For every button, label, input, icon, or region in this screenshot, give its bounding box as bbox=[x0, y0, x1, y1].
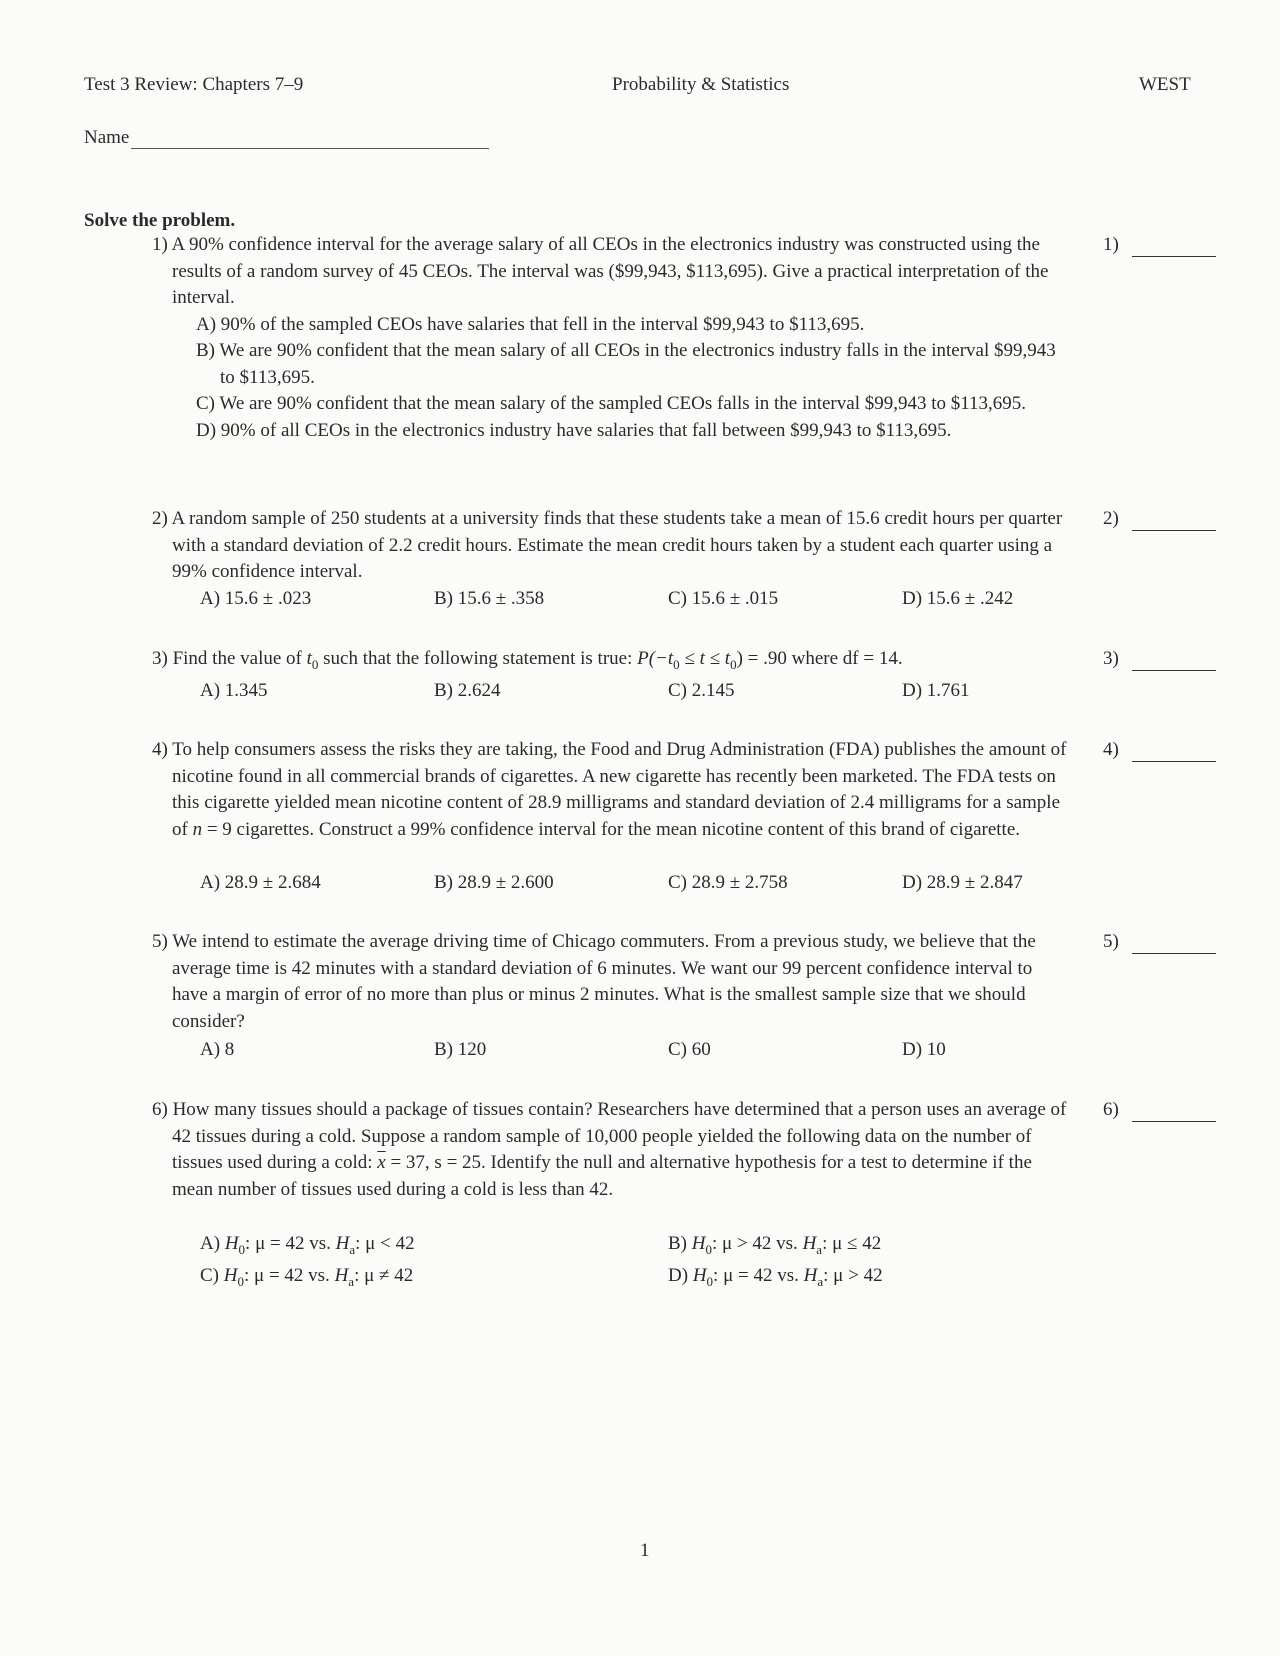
answer-blank-1[interactable] bbox=[1132, 256, 1216, 257]
t0-variable: t bbox=[306, 648, 312, 669]
option-b bbox=[668, 1233, 881, 1258]
h0-subscript: 0 bbox=[238, 1241, 246, 1257]
question-text: A random sample of 250 students at a university finds that these students take a mean of 15.6 credit hours per quarter with a standard deviation of 2.2 credit hours. Estimate the mean credit hours taken by a student each quarter using a 99% confidence interval. bbox=[171, 508, 1063, 582]
h0-subscript: 0 bbox=[237, 1273, 244, 1289]
question-number: 6) bbox=[152, 1099, 168, 1120]
answer-number-5: 5) bbox=[1103, 931, 1119, 952]
answer-number-1: 1) bbox=[1103, 234, 1119, 255]
question-text: To help consumers assess the risks they are taking, the Food and Drug Administration (FDA) publishes the amount of nicotine found in all commercial brands of cigarettes. A new cigarette has recently been marketed. The FDA tests on this cigarette yielded mean nicotine content of 28.9 milligrams and standard deviation of 2.4 milligrams for a sample of bbox=[172, 739, 1067, 840]
question-text: such that the following statement is true: bbox=[318, 648, 638, 669]
question-text: We intend to estimate the average driving time of Chicago commuters. From a previous study, we believe that the average time is 42 minutes with a standard deviation of 6 minutes. We want our 99 percent confidence interval to have a margin of error of no more than plus or minus 2 minutes. What is the smallest sample size that we should consider? bbox=[172, 931, 1036, 1032]
h0-subscript: 0 bbox=[705, 1241, 712, 1257]
question-number: 5) bbox=[152, 931, 168, 952]
option-a bbox=[200, 1233, 415, 1258]
option-a: A) 15.6 ± .023 bbox=[200, 588, 312, 609]
option-label: C) bbox=[200, 1265, 219, 1286]
option-a: A) 8 bbox=[200, 1039, 235, 1060]
question-text: Find the value of bbox=[172, 648, 307, 669]
option-d: D) 10 bbox=[902, 1039, 946, 1060]
ha-symbol: H bbox=[803, 1265, 818, 1286]
option-a: A) 90% of the sampled CEOs have salaries that fell in the interval $99,943 to $113,695. bbox=[196, 313, 865, 335]
option-a: A) 28.9 ± 2.684 bbox=[200, 872, 321, 893]
header-right: WEST bbox=[1139, 74, 1191, 95]
question-4 bbox=[152, 737, 1072, 843]
option-label: D) bbox=[668, 1265, 689, 1286]
answer-blank-3[interactable] bbox=[1132, 670, 1216, 671]
option-b: B) 2.624 bbox=[434, 680, 501, 701]
name-label: Name bbox=[84, 127, 130, 148]
ha-symbol: H bbox=[802, 1233, 817, 1254]
section-title: Solve the problem. bbox=[84, 210, 236, 231]
name-blank-line bbox=[131, 128, 489, 149]
t0-subscript: 0 bbox=[730, 656, 737, 672]
answer-blank-5[interactable] bbox=[1132, 953, 1216, 954]
option-d: D) 15.6 ± .242 bbox=[902, 588, 1014, 609]
question-3 bbox=[152, 646, 1072, 678]
question-2 bbox=[152, 506, 1072, 586]
question-number: 3) bbox=[152, 648, 168, 669]
answer-number-6: 6) bbox=[1103, 1099, 1119, 1120]
option-label: B) bbox=[668, 1233, 687, 1254]
probability-expression: P(−t bbox=[637, 648, 674, 669]
page-number: 1 bbox=[640, 1540, 650, 1561]
ha-relation: : μ < 42 bbox=[355, 1233, 415, 1254]
header-center: Probability & Statistics bbox=[612, 74, 790, 95]
question-number: 4) bbox=[152, 739, 168, 760]
h0-symbol: H bbox=[692, 1265, 707, 1286]
option-c: C) 15.6 ± .015 bbox=[668, 588, 779, 609]
h0-relation: : μ = 42 vs. bbox=[713, 1265, 804, 1286]
h0-relation: : μ > 42 vs. bbox=[711, 1233, 803, 1254]
option-b: B) 120 bbox=[434, 1039, 487, 1060]
h0-subscript: 0 bbox=[706, 1273, 714, 1289]
header-left: Test 3 Review: Chapters 7–9 bbox=[84, 74, 304, 95]
option-b: B) 28.9 ± 2.600 bbox=[434, 872, 554, 893]
ha-subscript: a bbox=[816, 1241, 823, 1257]
option-list bbox=[172, 312, 1072, 445]
x-bar-variable: $\overline{x}$ bbox=[377, 1152, 386, 1173]
ha-relation: : μ ≤ 42 bbox=[822, 1233, 882, 1254]
ha-relation: : μ ≠ 42 bbox=[354, 1265, 414, 1286]
answer-number-4: 4) bbox=[1103, 739, 1119, 760]
option-b: B) We are 90% confident that the mean salary of all CEOs in the electronics industry falls in the interval $99,943 to $113,695. bbox=[196, 340, 1056, 388]
option-c: C) 28.9 ± 2.758 bbox=[668, 872, 788, 893]
question-text: = .90 where df = 14. bbox=[742, 648, 903, 669]
probability-expression: ≤ t ≤ t bbox=[679, 648, 731, 669]
option-a: A) 1.345 bbox=[200, 680, 268, 701]
ha-subscript: a bbox=[817, 1273, 824, 1289]
answer-blank-4[interactable] bbox=[1132, 761, 1216, 762]
t0-subscript: 0 bbox=[311, 656, 319, 672]
option-c: C) 60 bbox=[668, 1039, 711, 1060]
answer-blank-2[interactable] bbox=[1132, 530, 1216, 531]
question-text: A 90% confidence interval for the average salary of all CEOs in the electronics industry was constructed using the results of a random survey of 45 CEOs. The interval was ($99,943, $113,695). Give a practical interpretation of the interval. bbox=[171, 234, 1049, 308]
option-label: A) bbox=[200, 1233, 221, 1254]
question-1 bbox=[152, 232, 1072, 444]
question-5 bbox=[152, 929, 1072, 1035]
h0-symbol: H bbox=[223, 1265, 238, 1286]
option-d bbox=[668, 1265, 883, 1290]
ha-symbol: H bbox=[335, 1233, 350, 1254]
ha-relation: : μ > 42 bbox=[823, 1265, 883, 1286]
h0-relation: : μ = 42 vs. bbox=[245, 1233, 336, 1254]
question-text: How many tissues should a package of tissues contain? Researchers have determined that a person uses an average of 42 tissues during a cold. Suppose a random sample of 10,000 people yielded the following data on the number of tissues used during a cold: bbox=[172, 1099, 1067, 1173]
probability-expression: ) bbox=[736, 648, 743, 669]
question-6 bbox=[152, 1097, 1072, 1203]
option-d: D) 1.761 bbox=[902, 680, 970, 701]
option-c: C) We are 90% confident that the mean salary of the sampled CEOs falls in the interval $99,943 to $113,695. bbox=[196, 393, 1027, 414]
question-text: = 37, s = 25. Identify the null and alternative hypothesis for a test to determine if the mean number of tissues used during a cold is less than 42. bbox=[172, 1152, 1032, 1200]
option-c bbox=[200, 1265, 413, 1290]
name-field bbox=[84, 127, 489, 149]
option-d: D) 90% of all CEOs in the electronics industry have salaries that fall between $99,943 to $113,695. bbox=[196, 419, 952, 441]
ha-subscript: a bbox=[349, 1241, 356, 1257]
option-d: D) 28.9 ± 2.847 bbox=[902, 872, 1023, 893]
question-text: = 9 cigarettes. Construct a 99% confidence interval for the mean nicotine content of this brand of cigarette. bbox=[202, 818, 1020, 840]
ha-subscript: a bbox=[348, 1273, 355, 1289]
answer-blank-6[interactable] bbox=[1132, 1121, 1216, 1122]
option-b: B) 15.6 ± .358 bbox=[434, 588, 545, 609]
option-c: C) 2.145 bbox=[668, 680, 735, 701]
h0-symbol: H bbox=[691, 1233, 706, 1254]
n-variable: n bbox=[192, 818, 203, 840]
question-number: 1) bbox=[152, 234, 168, 255]
question-number: 2) bbox=[152, 508, 168, 529]
answer-number-2: 2) bbox=[1103, 508, 1119, 529]
answer-number-3: 3) bbox=[1103, 648, 1119, 669]
h0-symbol: H bbox=[224, 1233, 239, 1254]
ha-symbol: H bbox=[334, 1265, 349, 1286]
t0-subscript: 0 bbox=[673, 656, 680, 672]
h0-relation: : μ = 42 vs. bbox=[243, 1265, 335, 1286]
